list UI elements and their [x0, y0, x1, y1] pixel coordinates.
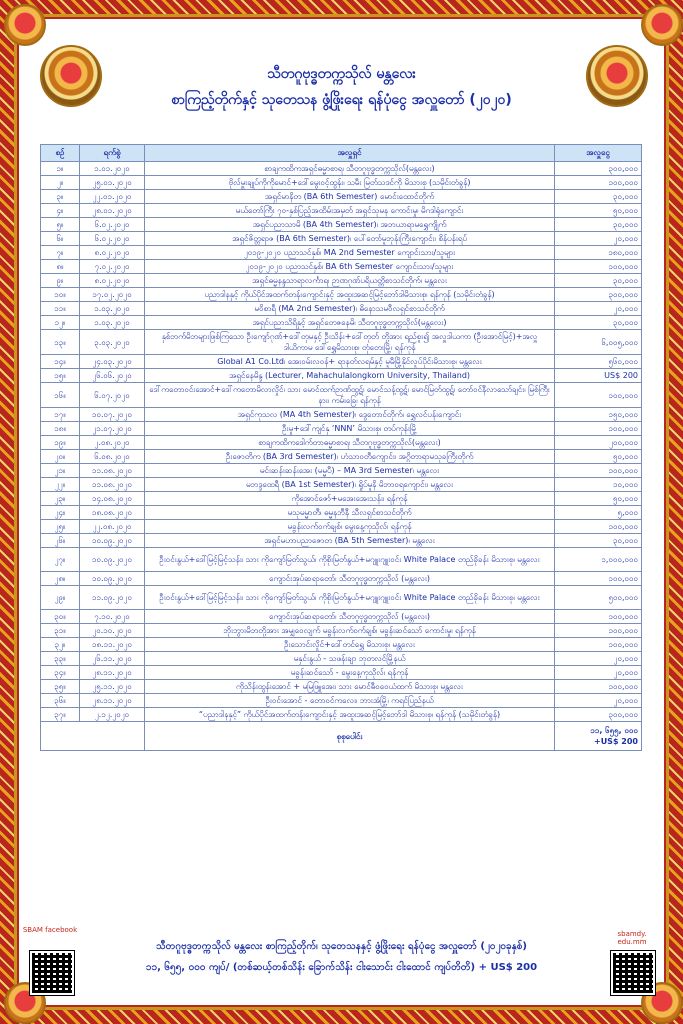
row-amount: ၃၀၀,၀၀၀: [555, 708, 642, 722]
row-amount: ၂၀၀,၀၀၀: [555, 436, 642, 450]
row-donor: စာချကထိကအရှင်ဓမ္မာစာရ၊ သီတဂူဗုဒ္ဓတက္ကသိုလ်(မန္တလေး): [145, 162, 555, 176]
row-number: ၂၉။: [41, 586, 80, 610]
table-row: [41, 586, 642, 610]
row-number: ၂၈။: [41, 572, 80, 586]
row-date: ၁၇.၀၂.၂၀၂၀: [80, 288, 145, 302]
footer-summary-title: သီတဂူဗုဒ္ဓတက္ကသိုလ် မန္တလေး စာကြည့်တိုက်၊ သုတေသနနှင့် ဖွံ့ဖြိုးရေး ရန်ပုံငွေ အလှူတော် (၂၀၂၀ခုနှစ်): [156, 941, 527, 952]
row-donor: ဦးဝင်းနွယ်+ဒေါ်မြင့်မြင့်သန်း၊ သား ကိုကျော်မြတ်သွယ်၊ ကိုစိုးမြတ်နွယ်+မဂျူးဂျူးဝင်း White Palace တည်ခိုခန်း မိသားစု၊ မန္တလေး: [145, 586, 555, 610]
row-date: ၂၆.၀၆.၂၀၂၀: [80, 369, 145, 383]
row-date: ၁၀.၀၉.၂၀၂၀: [80, 534, 145, 548]
donation-table: [40, 144, 642, 751]
row-donor: ပညာဒါနနှင့် ကိုယ်ပိုင်အထက်တန်းကျောင်းနှင့် အထူးအဆင့်မြင့်ဘော်ဒါမိသားစု၊ ရန်ကုန် (သမိုင်းတံခွန်): [145, 288, 555, 302]
table-row: [41, 534, 642, 548]
row-amount: ၃၀,၀၀၀: [555, 274, 642, 288]
row-donor: ကိုအောင်ဇော်+မအေးအေးသန်း၊ ရန်ကုန်: [145, 492, 555, 506]
row-donor: မခ္ဗန်းလက်ဝက်ချစ်၊ မွေးနေ့ကုသိုလ်၊ ရန်ကုန်: [145, 520, 555, 534]
row-date: ၂၀.၁၀.၂၀၂၀: [80, 624, 145, 638]
row-donor: ဦးဝင်းအောင် - တော‌ဝင်ကလေး၊ ဘားအံမြို့၊ ကရင်ပြည်နယ်: [145, 694, 555, 708]
row-amount: ၂၀,၀၀၀: [555, 694, 642, 708]
row-date: ၂၂.၀၁.၂၀၂၀: [80, 190, 145, 204]
row-date: ၁၄.၀၈.၂၀၂၀: [80, 492, 145, 506]
qr-label-facebook: SBAM facebook: [22, 926, 78, 934]
row-donor: အရှင်မာနိတ (BA 6th Semester) မောင်းထောင်တိုက်: [145, 190, 555, 204]
table-row: [41, 464, 642, 478]
row-donor: မယ်တော်ကြီး ၇၀-နှစ်ပြည့်အထိမ်းအမှတ် အရှင်သုမန ကောင်းမှု၊ မိဂဒါရုံကျောင်း: [145, 204, 555, 218]
table-row: [41, 652, 642, 666]
table-row: [41, 680, 642, 694]
row-donor: ဗိုလ်မှူးချုပ်ကိုကိုမောင်+ဒေါ်မွေးဝင့်ထွန်း၊ သမီး မြတ်သဒင်ကို မိသားစု (သမိုင်းတံခွန်): [145, 176, 555, 190]
row-number: ၁၄။: [41, 355, 80, 369]
table-row: [41, 369, 642, 383]
row-number: ၃၄။: [41, 666, 80, 680]
table-row: [41, 506, 642, 520]
row-date: ၂၂.၀၈.၂၀၂၀: [80, 520, 145, 534]
table-row: [41, 330, 642, 355]
row-amount: ၁,၀၀၀,၀၀၀: [555, 548, 642, 572]
table-row: [41, 274, 642, 288]
row-date: ၁၀.၀၉.၂၀၂၀: [80, 572, 145, 586]
row-donor: မခ္ဗန်းဆင်သော် - မွေးနေ့ကုသိုလ်၊ ရန်ကုန်: [145, 666, 555, 680]
row-donor: ကျောင်းအုပ်ဆရာတော်၊ သီတဂူဗုဒ္ဓတက္ကသိုလ် (မန္တလေး): [145, 572, 555, 586]
table-row: [41, 520, 642, 534]
table-row: [41, 218, 642, 232]
row-date: ၁၀.၀၉.၂၀၂၀: [80, 548, 145, 572]
row-number: ၄။: [41, 204, 80, 218]
table-row: [41, 478, 642, 492]
row-amount: ၁၀,၀၀၀: [555, 478, 642, 492]
row-date: ၁၁.၀၈.၂၀၂၀: [80, 478, 145, 492]
row-donor: ဦးဝင်းနွယ်+ဒေါ်မြင့်မြင့်သန်း၊ သား ကိုကျော်မြတ်သွယ်၊ ကိုစိုးမြတ်နွယ်+မဂျူးဂျူးဝင်း White Palace တည်ခိုခန်း မိသားစု၊ မန္တလေး: [145, 548, 555, 572]
row-donor: ကိုသိန်းထွန်းအောင် + မမြဖြူအေး၊ သား မောင်ဓီဝဝေယံထက် မိသားစု၊ မန္တလေး: [145, 680, 555, 694]
row-number: ၃၆။: [41, 694, 80, 708]
table-row: [41, 450, 642, 464]
row-date: ၂၈.၀၁.၂၀၂၀: [80, 204, 145, 218]
total-amount-kyat: ၁၁, ၆၅၅, ၀၀၀: [590, 726, 638, 735]
row-date: ၂.၀၈.၂၀၂၀: [80, 436, 145, 450]
row-number: ၂၁။: [41, 464, 80, 478]
row-amount: ၁၀၀,၀၀၀: [555, 638, 642, 652]
row-donor: အရှင်ဇိတ္တရာဇ (BA 6th Semester)၊ ပေါ်တော်မူဘုန်းကြီးကျောင်း၊ စိန်ပန်းရပ်: [145, 232, 555, 246]
row-amount: ၁၀၀,၀၀၀: [555, 422, 642, 436]
row-donor: ၂၀၁၉-၂၀၂၀ ပညာသင်နှစ်၊ BA 6th Semester ကျောင်းသား/သူများ: [145, 260, 555, 274]
table-row: [41, 694, 642, 708]
row-donor: ဒေါ်ကတောဝင်းအောင်+ဒေါ်ကတောမိလာလှိုင်၊ သား မောင်ထက်ဉာဏ်ထွဋ်၊ မောင်သန့်ထွဋ်၊ မောင်မြတ်ထွဋ်၊ တော်ဝင်နီလာသော်ချင်း၊ မြစ်ကြီးနား၊ ကမ်းခြေ၊ ရန်ကုန်: [145, 383, 555, 408]
row-amount: ၁၀၀,၀၀၀: [555, 260, 642, 274]
row-amount: ၅၀,၀၀၀: [555, 492, 642, 506]
row-date: ၆.၀၈.၂၀၂၀: [80, 450, 145, 464]
row-date: ၇.၀၂.၂၀၂၀: [80, 260, 145, 274]
col-header-donor: အလှူရှင်: [145, 145, 555, 162]
row-number: ၁၁။: [41, 302, 80, 316]
row-amount: ၃၀၀,၀၀၀: [555, 162, 642, 176]
row-date: ၁၈.၀၈.၂၀၂၀: [80, 506, 145, 520]
row-donor: ဦးမှု+ဒေါ်ကျင်နု ‘NNN’ မိသားစု၊ တပ်ကုန်းမြို့: [145, 422, 555, 436]
total-spacer: [41, 722, 145, 751]
corner-seal-top-left: [4, 4, 46, 46]
row-number: ၁၆။: [41, 383, 80, 408]
row-date: ၂၄.၀၃.၂၀၂၀: [80, 355, 145, 369]
row-amount: ၆,၀၀၅,၀၀၀: [555, 330, 642, 355]
row-number: ၇။: [41, 246, 80, 260]
row-donor: မဘဒ္ဒထေရီ (BA 1st Semester)၊ ရှိုပ်မူနိ မိဘာဝရကျောင်း၊ မန္တလေး: [145, 478, 555, 492]
row-donor: မဝိစာရီ (MA 2nd Semester)၊ ဓိနောသမဝီလရှင်စာသင်တိုက်: [145, 302, 555, 316]
row-number: ၂၄။: [41, 506, 80, 520]
total-label: စုစုပေါင်း: [145, 722, 555, 751]
row-amount: ၅၀,၀၀၀: [555, 204, 642, 218]
table-row: [41, 548, 642, 572]
table-row: [41, 260, 642, 274]
row-amount: ၅၀,၀၀၀: [555, 450, 642, 464]
row-amount: ၁၈၀,၀၀၀: [555, 246, 642, 260]
row-donor: အရှင်ပညာသာမိ (BA 4th Semester)၊ အဘယာရာမရွှေကျိုက်: [145, 218, 555, 232]
row-number: ၃၇။: [41, 708, 80, 722]
row-number: ၁၈။: [41, 422, 80, 436]
table-row: [41, 422, 642, 436]
table-row: [41, 610, 642, 624]
row-amount: US$ 200: [555, 369, 642, 383]
row-amount: ၁၀၀,၀၀၀: [555, 572, 642, 586]
row-date: ၂၈.၁၁.၂၀၂၀: [80, 694, 145, 708]
row-amount: ၁၀၀,၀၀၀: [555, 176, 642, 190]
col-header-no: စဉ်: [41, 145, 80, 162]
row-donor: အရှင်မဟာပညာဇောတ (BA 5th Semester)၊ မန္တလေး: [145, 534, 555, 548]
row-amount: ၂၀,၀၀၀: [555, 666, 642, 680]
row-number: ၂၀။: [41, 450, 80, 464]
row-donor: “ပညာဒါနနှင့်” ကိုယ်ပိုင်အထက်တန်းကျောင်းနှင့် အထူးအဆင့်မြင့်ဘော်ဒါ မိသားစု၊ ရန်ကုန် (သမိုင်းတံခွန်): [145, 708, 555, 722]
row-donor: စာချကထိကဒေါက်တာဓမ္မာစာရ၊ သီတဂူဗုဒ္ဓတက္ကသိုလ်(မန္တလေး): [145, 436, 555, 450]
row-number: ၃၅။: [41, 680, 80, 694]
row-number: ၆။: [41, 232, 80, 246]
row-donor: နှစ်ဘက်မိဘများဖြစ်ကြသော ဦးကျော်ဂုဏ်+ဒေါ်တုမနှင့် ဦးသိန်း+ဒေါ်တုတ် တို့အား ရည်စူး၍ အလှူဒါယကာ (ဦးအောင်မြင့်)+အလှူဒါယိကာမ ဒေါ်ရွှေမိသားစု၊ တုံတေးမြို့၊ ရန်ကုန်: [145, 330, 555, 355]
table-row: [41, 316, 642, 330]
row-donor: ဦးသောင်းလှိုင်+ဒေါ်တင်ရွှေ မိသားစု၊ မန္တလေး: [145, 638, 555, 652]
row-donor: မသုမမ္မာတီ၊ ဓမ္မနဘီနီ သီလရှင်စာသင်တိုက်: [145, 506, 555, 520]
row-date: ၆.၀၇.၂၀၂၀: [80, 383, 145, 408]
row-donor: မနှင်းနွယ် - သဖန်းချာ ဘုတလင်မြို့နယ်: [145, 652, 555, 666]
row-number: ၂၆။: [41, 534, 80, 548]
row-date: ၁၀.၀၇.၂၀၂၀: [80, 408, 145, 422]
row-number: ၁၀။: [41, 288, 80, 302]
row-amount: ၁၀၀,၀၀၀: [555, 464, 642, 478]
row-date: ၈.၀၂.၂၀၂၀: [80, 274, 145, 288]
row-date: ၈.၀၂.၂၀၂၀: [80, 246, 145, 260]
row-amount: ၁၀၀,၀၀၀: [555, 680, 642, 694]
table-row: [41, 708, 642, 722]
row-amount: ၂၀,၀၀၀: [555, 232, 642, 246]
row-number: ၃။: [41, 190, 80, 204]
row-amount: ၅၆၀,၀၀၀: [555, 355, 642, 369]
row-number: ၂၃။: [41, 492, 80, 506]
table-row: [41, 204, 642, 218]
table-row: [41, 492, 642, 506]
row-number: ၂၅။: [41, 520, 80, 534]
row-date: ၂၈.၁၁.၂၀၂၀: [80, 666, 145, 680]
row-date: ၁.၀၃.၂၀၂၀: [80, 302, 145, 316]
table-row: [41, 572, 642, 586]
row-amount: ၁၅၀,၀၀၀: [555, 408, 642, 422]
row-donor: ၂၀၁၉-၂၀၂၀ ပညာသင်နှစ်၊ MA 2nd Semester ကျောင်းသား/သူများ: [145, 246, 555, 260]
col-header-amount: အလှူငွေ: [555, 145, 642, 162]
table-row: [41, 162, 642, 176]
row-amount: ၁၀၀,၀၀၀: [555, 610, 642, 624]
row-number: ၁၃။: [41, 330, 80, 355]
row-date: ၇.၁၀.၂၀၂၀: [80, 610, 145, 624]
row-amount: ၁၀၀,၀၀၀: [555, 624, 642, 638]
table-row: [41, 355, 642, 369]
row-amount: ၁၀၀,၀၀၀: [555, 383, 642, 408]
total-row: [41, 722, 642, 751]
row-amount: ၅၀၀,၀၀၀: [555, 586, 642, 610]
row-date: ၆.၀၂.၂၀၂၀: [80, 232, 145, 246]
row-number: ၁၅။: [41, 369, 80, 383]
row-number: ၁၂။: [41, 316, 80, 330]
row-amount: ၃၀,၀၀၀: [555, 534, 642, 548]
table-row: [41, 383, 642, 408]
row-number: ၂၂။: [41, 478, 80, 492]
total-amount: [555, 722, 642, 751]
row-number: ၁၇။: [41, 408, 80, 422]
row-amount: ၂၀,၀၀၀: [555, 652, 642, 666]
table-row: [41, 408, 642, 422]
row-date: ၂၅.၁၁.၂၀၂၀: [80, 680, 145, 694]
row-date: ၁၁.၀၉.၂၀၂၀: [80, 586, 145, 610]
row-amount: ၅,၀၀၀: [555, 506, 642, 520]
table-row: [41, 638, 642, 652]
row-amount: ၁၀၀,၀၀၀: [555, 520, 642, 534]
row-donor: ကျောင်းအုပ်ဆရာတော်၊ သီတဂူဗုဒ္ဓတက္ကသိုလ် (မန္တလေး): [145, 610, 555, 624]
row-number: ၂။: [41, 176, 80, 190]
row-date: ၁၈.၁၁.၂၀၂၀: [80, 638, 145, 652]
qr-label-website: sbamdy. edu.mm: [617, 930, 647, 946]
row-date: ၁၁.၀၈.၂၀၂၀: [80, 464, 145, 478]
row-date: ၂၁.၀၇.၂၀၂၀: [80, 422, 145, 436]
row-number: ၃၃။: [41, 652, 80, 666]
row-number: ၁၉။: [41, 436, 80, 450]
row-amount: ၃၀,၀၀၀: [555, 190, 642, 204]
row-number: ၁။: [41, 162, 80, 176]
row-date: ၂၆.၁၁.၂၀၂၀: [80, 652, 145, 666]
table-row: [41, 436, 642, 450]
table-row: [41, 176, 642, 190]
row-date: ၁.၀၁.၂၀၂၀: [80, 162, 145, 176]
row-donor: Global A1 Co.Ltd၊ အေးဝမ်းလဝန်+ ရာနတ်လရမ်နှင့် မူမီမြို့နိုင်လူပ်ပိုင်းမိသားစု၊ မန္တလေး: [145, 355, 555, 369]
row-donor: မင်းဆန်းဆန်းအေး (မမ္မပီ) – MA 3rd Semester၊ မန္တလေး: [145, 464, 555, 478]
table-row: [41, 302, 642, 316]
table-row: [41, 246, 642, 260]
table-header-row: [41, 145, 642, 162]
row-number: ၈။: [41, 260, 80, 274]
row-amount: ၃၀၀,၀၀၀: [555, 288, 642, 302]
row-number: ၉။: [41, 274, 80, 288]
row-number: ၂၇။: [41, 548, 80, 572]
row-donor: ဦးဇောတိက (BA 3rd Semester)၊ ဟံသာဝတီကျောင်း၊ အဂ္ဂိတာရာမသုခကြီးတိုက်: [145, 450, 555, 464]
row-number: ၃၁။: [41, 624, 80, 638]
row-amount: ၂၀,၀၀၀: [555, 302, 642, 316]
row-donor: အရှင်ဓမ္မနန္ဒသာရာလင်္ကာရ၊ ဉာဏဂုဏ်ပရိယတ္တိစာသင်တိုက်၊ မန္တလေး: [145, 274, 555, 288]
page-subtitle: စာကြည့်တိုက်နှင့် သုတေသန ဖွံ့ဖြိုးရေး ရန်ပုံငွေ အလှူတော် (၂၀၂၀): [171, 92, 512, 108]
row-date: ၁.၀၃.၂၀၂၀: [80, 316, 145, 330]
row-number: ၅။: [41, 218, 80, 232]
row-date: ၃.၀၃.၂၀၂၀: [80, 330, 145, 355]
table-row: [41, 232, 642, 246]
table-body: [41, 162, 642, 751]
row-donor: အရှင်ပညာသိရိနှင့် အရှင်တေဇနေမိ၊ သီတဂူဗုဒ္ဓတက္ကသိုလ်(မန္တလေး): [145, 316, 555, 330]
footer-summary-total: ၁၁, ၆၅၅, ၀၀၀ ကျပ်/ (တစ်ဆယ့်တစ်သိန်း ခြောက်သိန်း ငါးသောင်း ငါးထောင် ကျပ်တိတိ) + US$ 200: [145, 962, 538, 973]
total-amount-usd: +US$ 200: [593, 737, 638, 746]
row-number: ၃၂။: [41, 638, 80, 652]
page-title: သီတဂူဗုဒ္ဓတက္ကသိုလ် မန္တလေး: [267, 66, 416, 82]
row-date: ၆.၀၂.၂၀၂၀: [80, 218, 145, 232]
row-donor: အရှင်ကုသလ (MA 4th Semester)၊ ဒွေတောင်တိုက်၊ ရွှေလင်ပန်းကျောင်း: [145, 408, 555, 422]
corner-seal-top-right: [641, 4, 683, 46]
row-donor: အရှင်နေမိန္ဒ (Lecturer, Mahachulalongkorn University, Thailand): [145, 369, 555, 383]
row-amount: ၃၀,၀၀၀: [555, 218, 642, 232]
table-row: [41, 190, 642, 204]
row-amount: ၃၀,၀၀၀: [555, 316, 642, 330]
table-row: [41, 288, 642, 302]
col-header-date: ရက်စွဲ: [80, 145, 145, 162]
row-date: ၂.၁၂.၂၀၂၀: [80, 708, 145, 722]
row-number: ၃၀။: [41, 610, 80, 624]
row-donor: ဘိုးဘွားမိဘတို့အား အမျှဝေလျက် မခ္ဗန်းလက်ဝက်ချစ်၊ မခ္ဗန်းဆင်သော် ကောင်းမှု၊ ရန်ကုန်: [145, 624, 555, 638]
table-row: [41, 666, 642, 680]
table-row: [41, 624, 642, 638]
row-date: ၂၅.၀၁.၂၀၂၀: [80, 176, 145, 190]
